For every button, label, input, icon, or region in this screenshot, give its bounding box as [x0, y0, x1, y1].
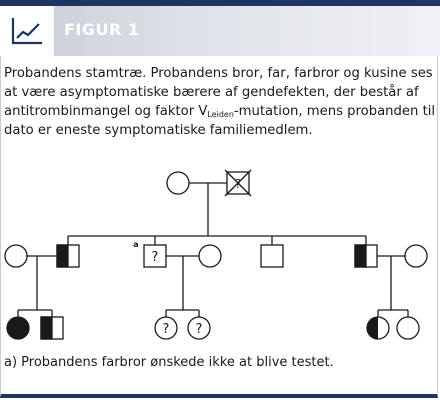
proband-affected-circle [7, 317, 29, 339]
caption-text-end: -mutation, mens probanden til dato er eneste symptomatiske familiemedlem. [4, 104, 436, 138]
aunt-circle-2 [405, 245, 427, 267]
uncle-question-mark: ? [151, 250, 159, 265]
grandfather-question-mark: ? [234, 177, 242, 191]
uncle-square [261, 245, 283, 267]
pedigree-chart [0, 160, 440, 350]
caption-subscript: Leiden [207, 110, 234, 119]
caption-text: Probandens stamtræ. Probandens bror, far, farbror og kusine ses at være asymptomatiske bærere af gendefekten, der består af antitrombinmangel og faktor V [4, 66, 433, 119]
chart-icon-box [0, 6, 54, 56]
grandmother-circle [167, 172, 189, 194]
cousin-question-mark-2: ? [195, 322, 203, 337]
figure-caption [4, 64, 436, 140]
mother-circle [5, 245, 27, 267]
aunt-circle [199, 245, 221, 267]
line-chart-icon [10, 16, 44, 46]
figure-footnote: a) Probandens farbror ønskede ikke at blive testet. [4, 355, 334, 370]
footnote-marker: a [133, 240, 139, 249]
figure-title: FIGUR 1 [64, 20, 140, 39]
cousin-question-mark: ? [162, 322, 170, 337]
cousin-circle [397, 317, 419, 339]
